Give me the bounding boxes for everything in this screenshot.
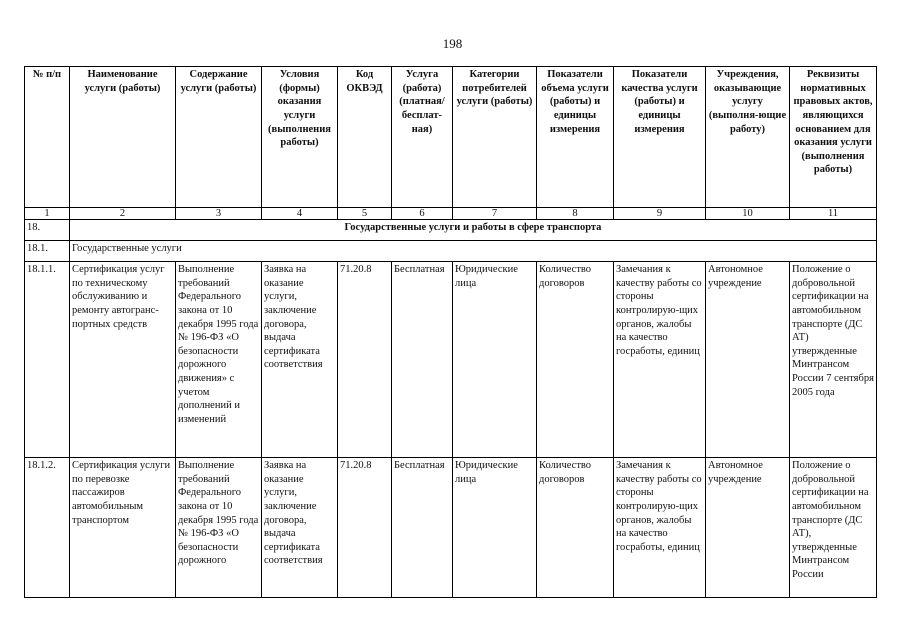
subsection-row bbox=[25, 241, 877, 262]
quality-indicator: Замечания к качеству работы со стороны контролирую-щих органов, жалобы на качество госработы, единиц bbox=[614, 458, 706, 598]
service-name: Сертификация услуги по перевозке пассажиров автомобильным транспортом bbox=[70, 458, 176, 598]
column-number: 6 bbox=[392, 208, 453, 220]
row-number: 18.1.1. bbox=[25, 262, 70, 458]
header-num: № п/п bbox=[25, 67, 70, 208]
consumer-category: Юридические лица bbox=[453, 262, 537, 458]
section-row bbox=[25, 220, 877, 241]
table-row bbox=[25, 458, 877, 598]
column-number: 5 bbox=[338, 208, 392, 220]
okved-code: 71.20.8 bbox=[338, 458, 392, 598]
header-institution: Учреждения, оказывающие услугу (выполня-ющие работу) bbox=[706, 67, 790, 208]
header-consumers: Категории потребителей услуги (работы) bbox=[453, 67, 537, 208]
column-number: 8 bbox=[537, 208, 614, 220]
subsection-title: Государственные услуги bbox=[70, 241, 877, 262]
service-content: Выполнение требований Федерального закона от 10 декабря 1995 года № 196-ФЗ «О безопасности дорожного движения» с учетом дополнений и изменений bbox=[176, 262, 262, 458]
column-number: 3 bbox=[176, 208, 262, 220]
page-number: 198 bbox=[442, 36, 463, 51]
column-number: 11 bbox=[790, 208, 877, 220]
header-paid: Услуга (работа) (платная/ бесплат-ная) bbox=[392, 67, 453, 208]
service-conditions: Заявка на оказание услуги, заключение договора, выдача сертификата соответствия bbox=[262, 458, 338, 598]
institution-type: Автономное учреждение bbox=[706, 458, 790, 598]
column-number-row bbox=[25, 208, 877, 220]
okved-code: 71.20.8 bbox=[338, 262, 392, 458]
institution-type: Автономное учреждение bbox=[706, 262, 790, 458]
column-number: 1 bbox=[25, 208, 70, 220]
header-conditions: Условия (формы) оказания услуги (выполнения работы) bbox=[262, 67, 338, 208]
column-number: 9 bbox=[614, 208, 706, 220]
service-content: Выполнение требований Федерального закона от 10 декабря 1995 года № 196-ФЗ «О безопасности дорожного bbox=[176, 458, 262, 598]
paid-status: Бесплатная bbox=[392, 262, 453, 458]
table-row bbox=[25, 262, 877, 458]
section-number: 18. bbox=[25, 220, 70, 241]
quality-indicator: Замечания к качеству работы со стороны контролирую-щих органов, жалобы на качество госработы, единиц bbox=[614, 262, 706, 458]
header-content: Содержание услуги (работы) bbox=[176, 67, 262, 208]
legal-basis: Положение о добровольной сертификации на автомобильном транспорте (ДС АТ) утвержденные Минтрансом России 7 сентября 2005 года bbox=[790, 262, 877, 458]
page-cut-edge bbox=[0, 606, 905, 640]
paid-status: Бесплатная bbox=[392, 458, 453, 598]
subsection-number: 18.1. bbox=[25, 241, 70, 262]
service-conditions: Заявка на оказание услуги, заключение договора, выдача сертификата соответствия bbox=[262, 262, 338, 458]
volume-indicator: Количество договоров bbox=[537, 262, 614, 458]
header-name: Наименование услуги (работы) bbox=[70, 67, 176, 208]
column-number: 10 bbox=[706, 208, 790, 220]
legal-basis: Положение о добровольной сертификации на автомобильном транспорте (ДС АТ), утвержденные Минтрансом России bbox=[790, 458, 877, 598]
services-table bbox=[24, 66, 877, 598]
header-okved: Код ОКВЭД bbox=[338, 67, 392, 208]
row-number: 18.1.2. bbox=[25, 458, 70, 598]
column-number: 7 bbox=[453, 208, 537, 220]
service-name: Сертификация услуг по техническому обслуживанию и ремонту автогранс-портных средств bbox=[70, 262, 176, 458]
column-number: 2 bbox=[70, 208, 176, 220]
volume-indicator: Количество договоров bbox=[537, 458, 614, 598]
header-legal: Реквизиты нормативных правовых актов, являющихся основанием для оказания услуги (выполнения работы) bbox=[790, 67, 877, 208]
header-volume: Показатели объема услуги (работы) и единицы измерения bbox=[537, 67, 614, 208]
section-title: Государственные услуги и работы в сфере транспорта bbox=[70, 220, 877, 241]
consumer-category: Юридические лица bbox=[453, 458, 537, 598]
column-number: 4 bbox=[262, 208, 338, 220]
table-header-row bbox=[25, 67, 877, 208]
header-quality: Показатели качества услуги (работы) и единицы измерения bbox=[614, 67, 706, 208]
